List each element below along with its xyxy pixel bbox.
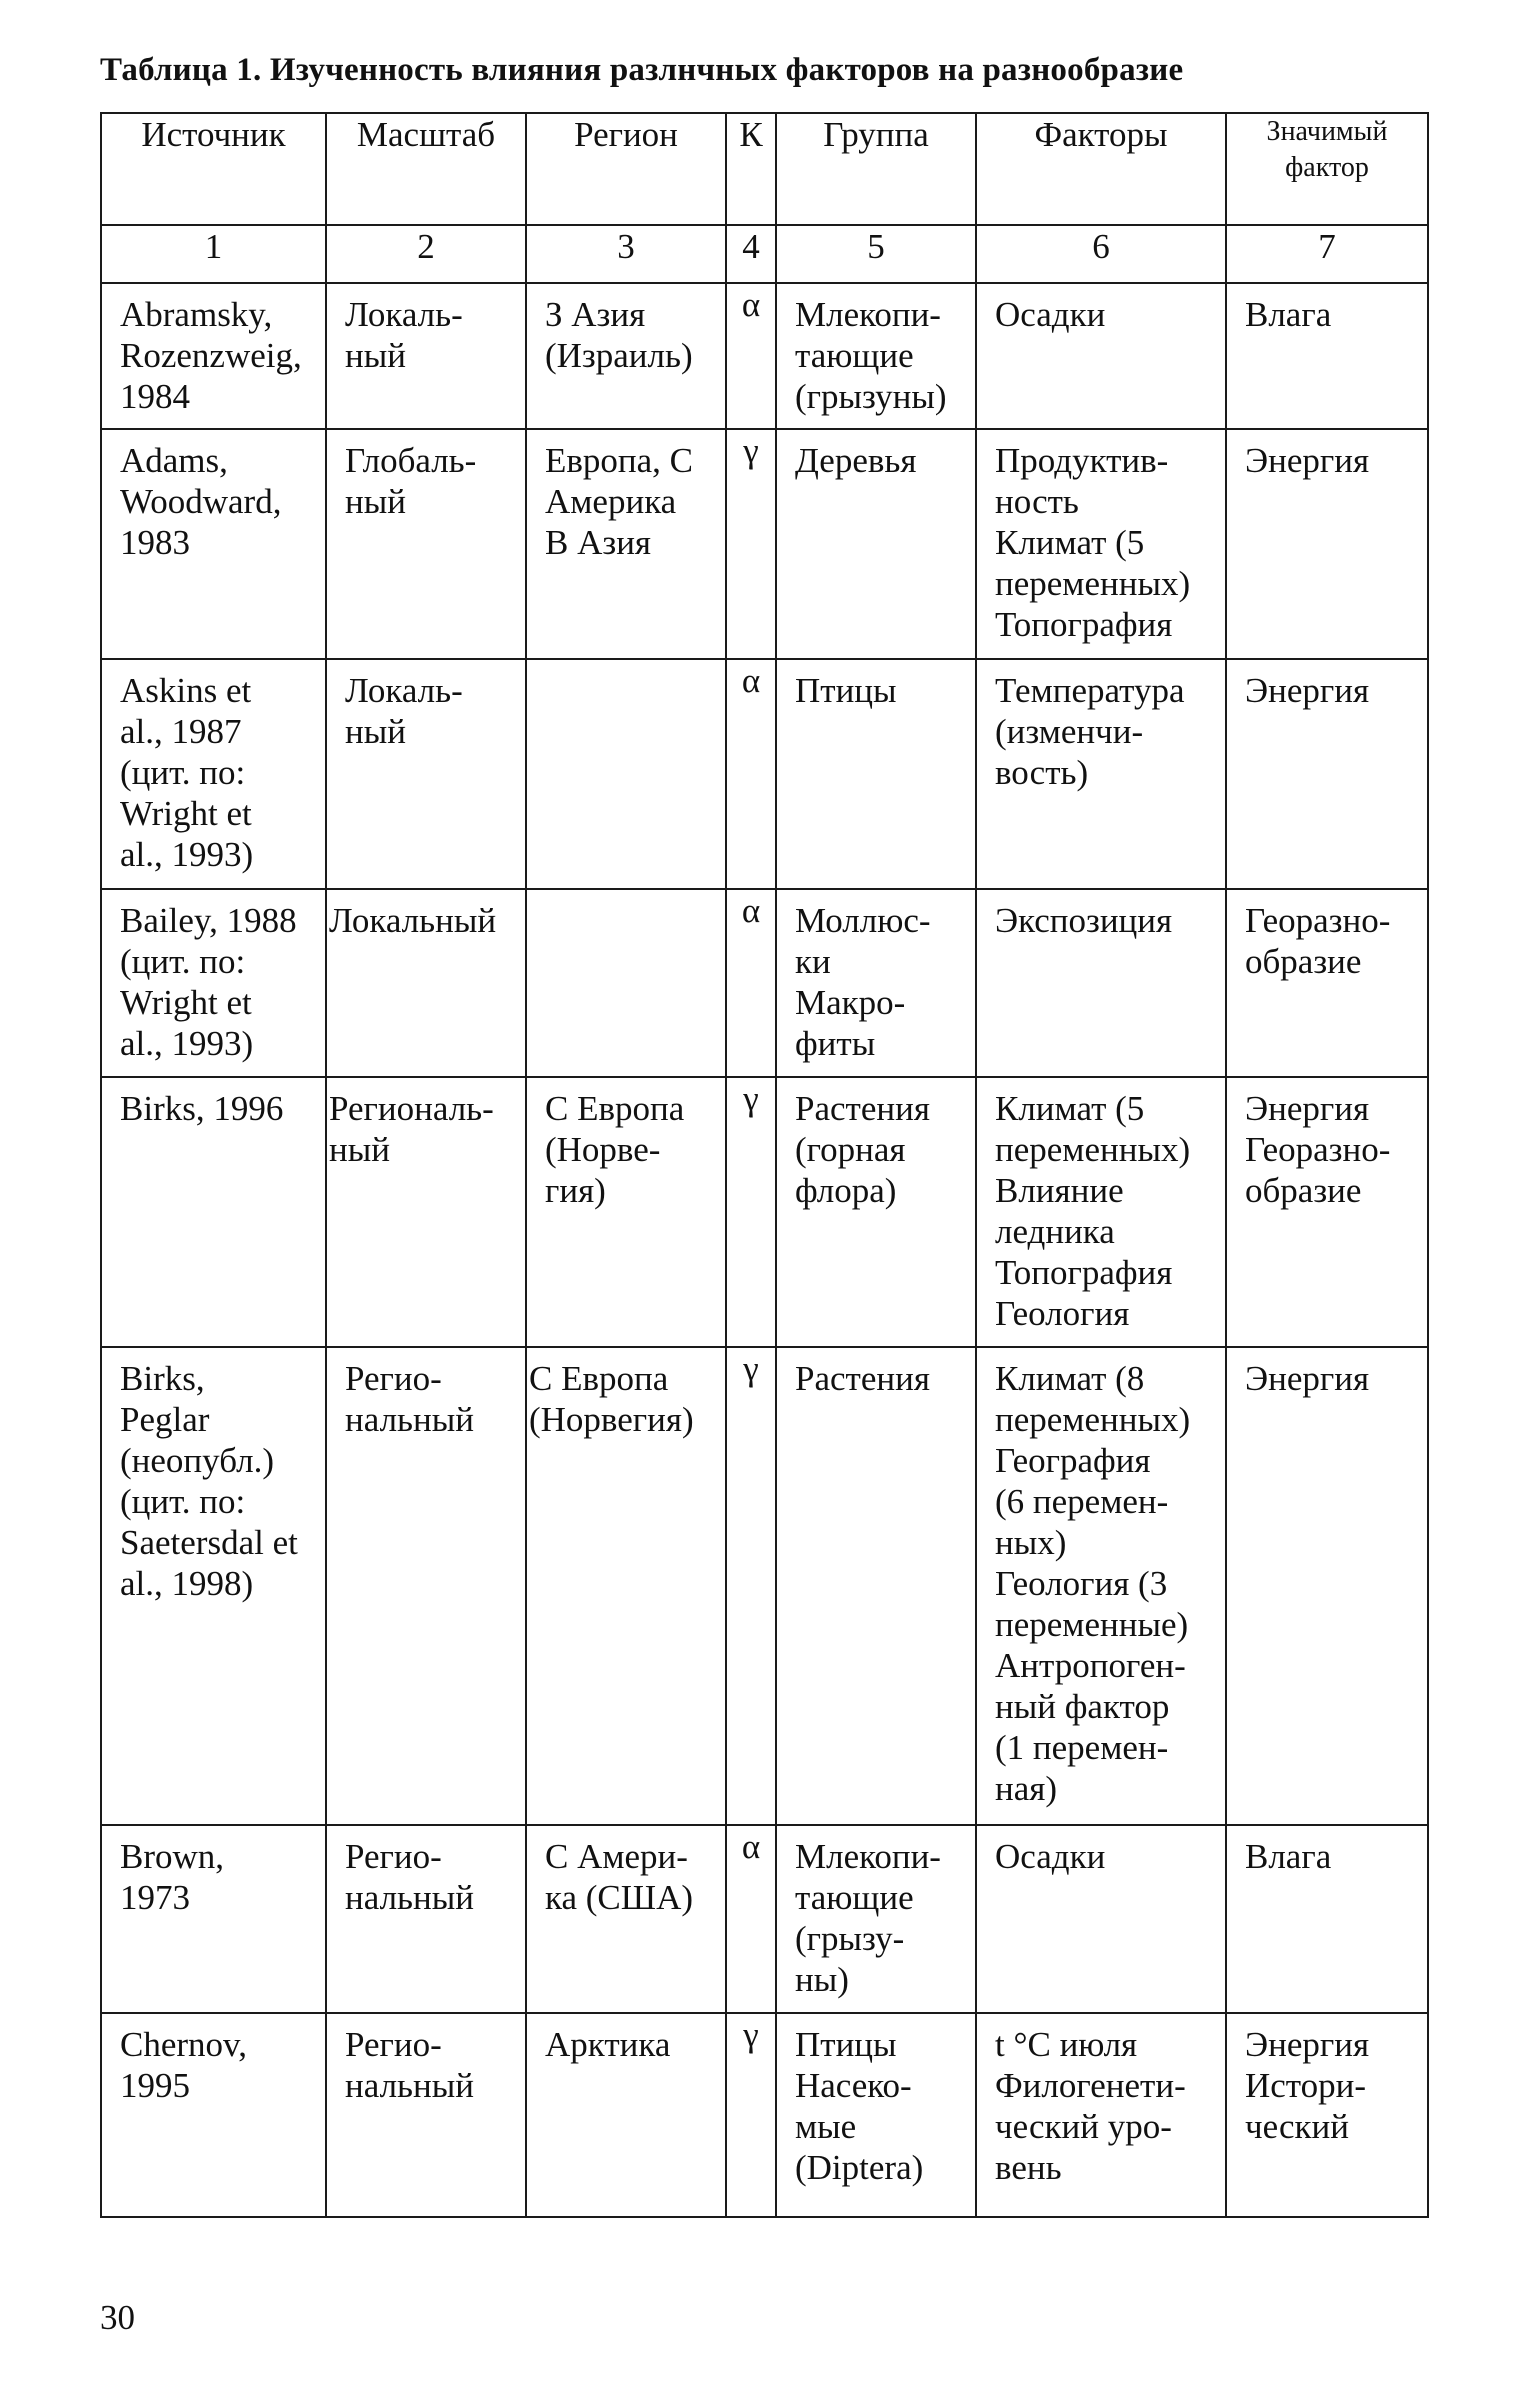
cell-text-line: 1995 [120, 2066, 190, 2105]
column-number: 3 [526, 225, 726, 283]
region-cell [526, 283, 726, 429]
cell-text-line: ность [995, 482, 1079, 521]
cell-text-line: 1973 [120, 1878, 190, 1917]
cell-text-line: (грызуны) [795, 377, 947, 416]
cell-text-line: Климат (5 [995, 523, 1145, 562]
factors-cell [976, 1825, 1226, 2013]
cell-text-line: гия) [545, 1171, 606, 1210]
cell-text-line: Макро- [795, 983, 906, 1022]
cell-text-line: Chernov, [120, 2025, 248, 2064]
cell-text-line: (Норвегия) [529, 1400, 694, 1439]
header-scale: Масштаб [326, 113, 526, 225]
group-cell [776, 659, 976, 889]
cell-text-line: Млекопи- [795, 295, 941, 334]
cell-text-line: нальный [345, 1400, 474, 1439]
cell-text-line: Birks, [120, 1359, 205, 1398]
factors-cell [976, 659, 1226, 889]
source-cell [101, 1347, 326, 1825]
cell-text-line: ческий [1245, 2107, 1350, 2146]
cell-text-line: Локаль- [345, 295, 463, 334]
cell-text-line: Локальный [329, 901, 497, 940]
header-group: Группа [776, 113, 976, 225]
cell-text-line: Деревья [795, 441, 917, 480]
cell-text-line: ный фактор [995, 1687, 1170, 1726]
significant-factor-cell [1226, 659, 1428, 889]
cell-text-line: ледника [995, 1212, 1115, 1251]
cell-text-line: (цит. по: [120, 753, 246, 792]
cell-text-line: Влага [1245, 295, 1332, 334]
k-value: α [741, 891, 761, 930]
cell-text-line: переменных) [995, 564, 1191, 603]
region-cell [526, 1347, 726, 1825]
cell-text-line: Влияние [995, 1171, 1124, 1210]
cell-text-line: (Diptera) [795, 2148, 924, 2187]
cell-text-line: тающие [795, 1878, 914, 1917]
k-cell [726, 2013, 776, 2217]
cell-text-line: Топография [995, 1253, 1173, 1292]
cell-text-line: Арктика [545, 2025, 671, 2064]
k-value: γ [743, 2015, 759, 2054]
source-cell [101, 2013, 326, 2217]
factors-cell [976, 1077, 1226, 1347]
header-k: К [726, 113, 776, 225]
cell-text-line: Георазно- [1245, 901, 1391, 940]
significant-factor-cell [1226, 2013, 1428, 2217]
cell-text-line: Америка [545, 482, 677, 521]
scale-cell [326, 889, 526, 1077]
cell-text-line: Климат (8 [995, 1359, 1145, 1398]
region-cell [526, 2013, 726, 2217]
source-cell [101, 429, 326, 659]
cell-text-line: Глобаль- [345, 441, 477, 480]
cell-text-line: Peglar [120, 1400, 210, 1439]
cell-text-line: вень [995, 2148, 1062, 2187]
cell-text-line: (цит. по: [120, 942, 246, 981]
cell-text-line: С Европа [529, 1359, 669, 1398]
k-cell [726, 1825, 776, 2013]
region-cell [526, 659, 726, 889]
significant-factor-cell [1226, 1347, 1428, 1825]
cell-text-line: Насеко- [795, 2066, 912, 2105]
cell-text-line: Истори- [1245, 2066, 1367, 2105]
cell-text-line: В Азия [545, 523, 652, 562]
cell-text-line: ка (США) [545, 1878, 693, 1917]
k-cell [726, 1347, 776, 1825]
cell-text-line: ный [345, 712, 406, 751]
cell-text-line: Wright et [120, 983, 252, 1022]
cell-text-line: С Амери- [545, 1837, 688, 1876]
scale-cell [326, 1077, 526, 1347]
scale-cell [326, 283, 526, 429]
cell-text-line: Растения [795, 1089, 930, 1128]
table-row [101, 1077, 1428, 1347]
source-cell [101, 659, 326, 889]
group-cell [776, 429, 976, 659]
source-cell [101, 889, 326, 1077]
factors-cell [976, 429, 1226, 659]
group-cell [776, 283, 976, 429]
cell-text-line: З Азия [545, 295, 646, 334]
table-caption: Таблица 1. Изученность влияния разлнчных факторов на разнообразие [100, 52, 1184, 88]
cell-text-line: Растения [795, 1359, 930, 1398]
cell-text-line: Woodward, [120, 482, 282, 521]
scale-cell [326, 429, 526, 659]
cell-text-line: (Израиль) [545, 336, 693, 375]
cell-text-line: (1 перемен- [995, 1728, 1169, 1767]
cell-text-line: Климат (5 [995, 1089, 1145, 1128]
significant-factor-cell [1226, 889, 1428, 1077]
cell-text-line: нальный [345, 2066, 474, 2105]
cell-text-line: Adams, [120, 441, 228, 480]
cell-text-line: флора) [795, 1171, 897, 1210]
cell-text-line: (горная [795, 1130, 906, 1169]
cell-text-line: Влага [1245, 1837, 1332, 1876]
scale-cell [326, 1825, 526, 2013]
table-row [101, 659, 1428, 889]
scale-cell [326, 659, 526, 889]
cell-text-line: Wright et [120, 794, 252, 833]
scale-cell [326, 2013, 526, 2217]
cell-text-line: Моллюс- [795, 901, 931, 940]
cell-text-line: Геология (3 [995, 1564, 1168, 1603]
cell-text-line: al., 1987 [120, 712, 242, 751]
cell-text-line: 1983 [120, 523, 190, 562]
cell-text-line: Регио- [345, 1359, 442, 1398]
header-factors: Факторы [976, 113, 1226, 225]
region-cell [526, 1077, 726, 1347]
column-number-row [101, 225, 1428, 283]
cell-text-line: Европа, С [545, 441, 694, 480]
cell-text-line: ная) [995, 1769, 1058, 1808]
k-cell [726, 659, 776, 889]
factors-cell [976, 283, 1226, 429]
table-row [101, 2013, 1428, 2217]
cell-text-line: al., 1998) [120, 1564, 254, 1603]
table-row [101, 429, 1428, 659]
k-value: γ [743, 1079, 759, 1118]
cell-text-line: Энергия [1245, 1089, 1370, 1128]
cell-text-line: Энергия [1245, 671, 1370, 710]
cell-text-line: t °С июля [995, 2025, 1138, 2064]
k-cell [726, 283, 776, 429]
cell-text-line: 1984 [120, 377, 190, 416]
table-row [101, 889, 1428, 1077]
group-cell [776, 1077, 976, 1347]
group-cell [776, 889, 976, 1077]
cell-text-line: ки [795, 942, 831, 981]
factors-cell [976, 1347, 1226, 1825]
column-number: 5 [776, 225, 976, 283]
header-significant-factor: Значимый фактор [1226, 113, 1428, 225]
cell-text-line: Экспозиция [995, 901, 1173, 940]
cell-text-line: Askins et [120, 671, 252, 710]
cell-text-line: Топография [995, 605, 1173, 644]
factors-table [100, 112, 1429, 2218]
cell-text-line: Осадки [995, 295, 1106, 334]
cell-text-line: ны) [795, 1960, 849, 1999]
cell-text-line: Birks, 1996 [120, 1089, 284, 1128]
cell-text-line: (цит. по: [120, 1482, 246, 1521]
cell-text-line: (грызу- [795, 1919, 905, 1958]
column-number: 6 [976, 225, 1226, 283]
k-value: α [741, 661, 761, 700]
column-number: 2 [326, 225, 526, 283]
table-row [101, 1825, 1428, 2013]
column-number: 7 [1226, 225, 1428, 283]
cell-text-line: Температура [995, 671, 1185, 710]
cell-text-line: Регио- [345, 1837, 442, 1876]
cell-text-line: Abramsky, [120, 295, 273, 334]
column-number: 1 [101, 225, 326, 283]
region-cell [526, 889, 726, 1077]
header-row [101, 113, 1428, 225]
cell-text-line: ный [329, 1130, 390, 1169]
cell-text-line: Saetersdal et [120, 1523, 298, 1562]
cell-text-line: ных) [995, 1523, 1067, 1562]
cell-text-line: ный [345, 336, 406, 375]
cell-text-line: Энергия [1245, 2025, 1370, 2064]
cell-text-line: переменных) [995, 1130, 1191, 1169]
cell-text-line: Млекопи- [795, 1837, 941, 1876]
cell-text-line: образие [1245, 1171, 1362, 1210]
significant-factor-cell [1226, 1825, 1428, 2013]
cell-text-line: (неопубл.) [120, 1441, 274, 1480]
factors-cell [976, 889, 1226, 1077]
group-cell [776, 1347, 976, 1825]
k-cell [726, 429, 776, 659]
cell-text-line: Локаль- [345, 671, 463, 710]
cell-text-line: нальный [345, 1878, 474, 1917]
cell-text-line: Птицы [795, 2025, 897, 2064]
cell-text-line: Осадки [995, 1837, 1106, 1876]
cell-text-line: ный [345, 482, 406, 521]
cell-text-line: al., 1993) [120, 1024, 254, 1063]
cell-text-line: вость) [995, 753, 1089, 792]
cell-text-line: Энергия [1245, 441, 1370, 480]
significant-factor-cell [1226, 1077, 1428, 1347]
source-cell [101, 283, 326, 429]
group-cell [776, 2013, 976, 2217]
cell-text-line: мые [795, 2107, 857, 2146]
cell-text-line: тающие [795, 336, 914, 375]
cell-text-line: Региональ- [329, 1089, 494, 1128]
cell-text-line: ческий уро- [995, 2107, 1172, 2146]
cell-text-line: Регио- [345, 2025, 442, 2064]
table-row [101, 1347, 1428, 1825]
cell-text-line: (изменчи- [995, 712, 1144, 751]
cell-text-line: География [995, 1441, 1151, 1480]
table-row [101, 283, 1428, 429]
cell-text-line: Филогенети- [995, 2066, 1186, 2105]
significant-factor-cell [1226, 283, 1428, 429]
cell-text-line: (Норве- [545, 1130, 661, 1169]
k-value: γ [743, 1349, 759, 1388]
cell-text-line: Птицы [795, 671, 897, 710]
k-value: γ [743, 431, 759, 470]
header-source: Источник [101, 113, 326, 225]
cell-text-line: Энергия [1245, 1359, 1370, 1398]
region-cell [526, 429, 726, 659]
region-cell [526, 1825, 726, 2013]
page-number: 30 [100, 2298, 135, 2337]
cell-text-line: переменных) [995, 1400, 1191, 1439]
significant-factor-cell [1226, 429, 1428, 659]
k-cell [726, 1077, 776, 1347]
cell-text-line: Bailey, 1988 [120, 901, 297, 940]
cell-text-line: фиты [795, 1024, 876, 1063]
factors-cell [976, 2013, 1226, 2217]
header-region: Регион [526, 113, 726, 225]
cell-text-line: Георазно- [1245, 1130, 1391, 1169]
scale-cell [326, 1347, 526, 1825]
cell-text-line: (6 перемен- [995, 1482, 1169, 1521]
cell-text-line: С Европа [545, 1089, 685, 1128]
k-cell [726, 889, 776, 1077]
k-value: α [741, 1827, 761, 1866]
cell-text-line: Антропоген- [995, 1646, 1186, 1685]
cell-text-line: переменные) [995, 1605, 1189, 1644]
group-cell [776, 1825, 976, 2013]
source-cell [101, 1077, 326, 1347]
cell-text-line: Продуктив- [995, 441, 1169, 480]
cell-text-line: al., 1993) [120, 835, 254, 874]
source-cell [101, 1825, 326, 2013]
cell-text-line: Brown, [120, 1837, 225, 1876]
k-value: α [741, 285, 761, 324]
cell-text-line: Геология [995, 1294, 1130, 1333]
column-number: 4 [726, 225, 776, 283]
cell-text-line: Rozenzweig, [120, 336, 302, 375]
cell-text-line: образие [1245, 942, 1362, 981]
